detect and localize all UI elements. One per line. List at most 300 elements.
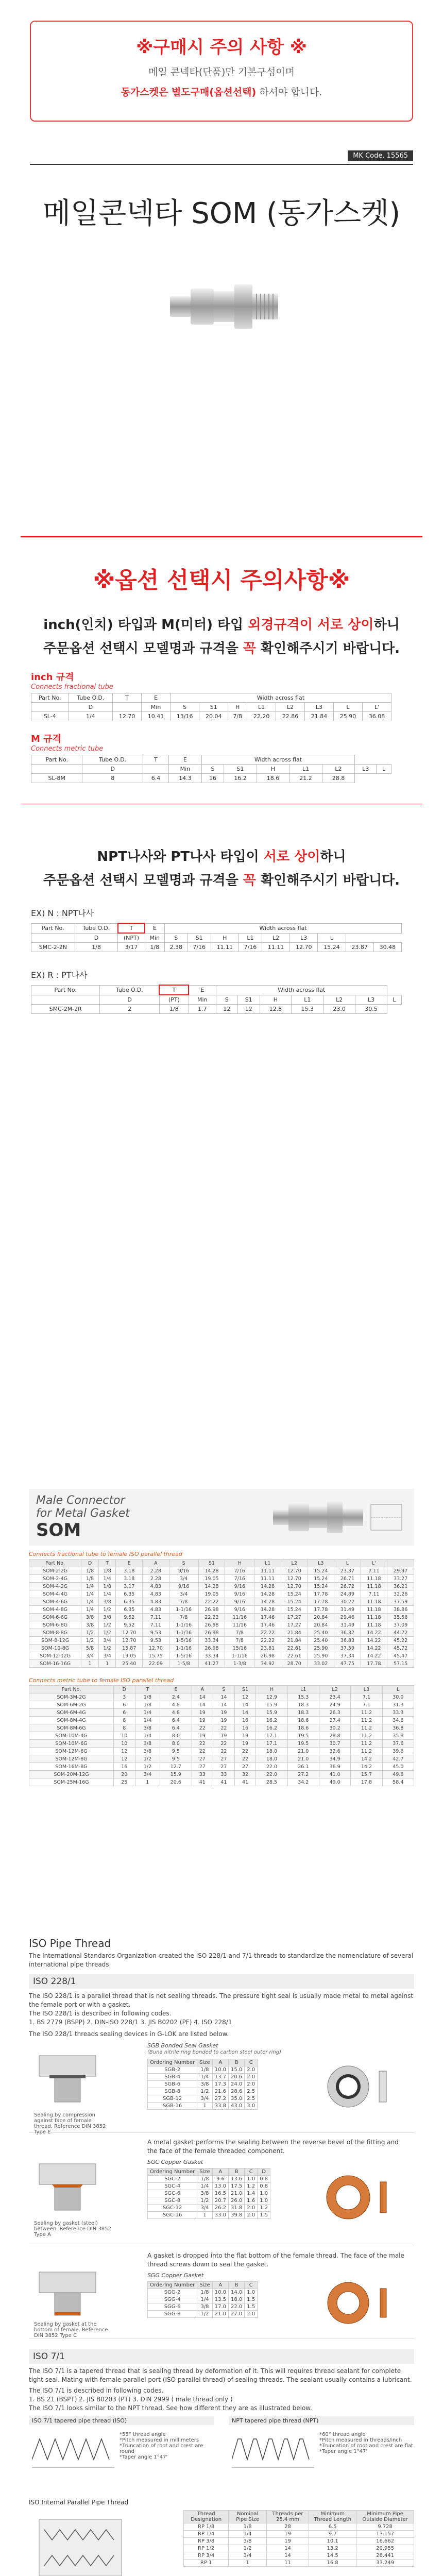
table-cell: 12.7	[160, 1763, 192, 1771]
npt-ex-label: EX) N : NPT나사	[31, 908, 94, 918]
table-cell: 2.5	[245, 2095, 258, 2103]
table-cell: 41	[234, 1778, 256, 1786]
table-cell: 9.52	[116, 1614, 143, 1621]
table-cell: 42.7	[382, 1755, 414, 1763]
table-cell: 12	[216, 1005, 237, 1014]
metric-section	[29, 1677, 414, 1786]
table-cell: L2	[322, 765, 355, 774]
table-cell: 9.53	[143, 1629, 169, 1637]
table-cell: 1/4	[135, 1732, 160, 1740]
table-header-cell: Minimum Thread Length	[309, 2511, 356, 2523]
para1-d: 확인해주시기 바랍니다.	[260, 641, 400, 656]
table-cell: 1/8	[81, 1575, 99, 1583]
table-header-cell: A	[143, 1560, 169, 1567]
product-title: 메일콘넥타 SOM (동가스켓)	[42, 197, 401, 230]
table-cell: 15/16	[225, 1645, 254, 1652]
table-header	[184, 2511, 414, 2523]
table-cell: H	[228, 703, 247, 712]
cg-table	[147, 2281, 258, 2318]
table-cell: 37.34	[334, 1652, 361, 1660]
table-cell: 1	[197, 2212, 213, 2219]
table-cell: 35.0	[229, 2095, 245, 2103]
table-cell: 7/8	[225, 1637, 254, 1645]
frac-table	[29, 1559, 414, 1668]
table-cell: 11.18	[361, 1583, 387, 1590]
table-cell: 3/8	[229, 2538, 267, 2545]
table-cell: 30.2	[319, 1724, 350, 1732]
table-cell: 14.5	[309, 2552, 356, 2560]
table-header-cell: L1	[254, 1560, 281, 1567]
seal3-caption: Sealing by gasket at the bottom of female. Reference DIN 3852 Type C	[34, 2321, 108, 2338]
table-header-cell: Ordering Number	[148, 2168, 197, 2176]
table-header-cell: E	[116, 1560, 143, 1567]
ssg-intro: A metal gasket performs the sealing between the reverse bevel of the fitting and the face of the female threaded component.	[147, 2139, 399, 2155]
table-cell: 20.6	[160, 1778, 192, 1786]
table-cell: 7/8	[169, 1614, 198, 1621]
table-header-cell: L3	[351, 1686, 382, 1693]
para1-red: 외경규격이 서로 상이	[248, 617, 374, 633]
table-cell: 4.83	[143, 1590, 169, 1598]
table-cell: 31.49	[334, 1621, 361, 1629]
iso71-p1: The ISO 7/1 is a tapered thread that is sealing thread by deformation of it. This will requires thread sealant for complete tight seal. Mating with female parallel port (ISO parallel thread) of sealing threads. The sealant usually contains a lubricant.	[29, 2367, 412, 2383]
table-cell: 6	[114, 1701, 135, 1709]
table-header-cell: L2	[319, 1686, 350, 1693]
table-cell: 47.75	[334, 1660, 361, 1668]
table-cell: 22.22	[198, 1598, 225, 1606]
table-cell: 44.72	[387, 1629, 414, 1637]
table-cell: 14.2	[351, 1755, 382, 1763]
table-cell: 1.2	[258, 2205, 270, 2212]
table-cell: 26.2	[212, 2205, 228, 2212]
table-cell: 2.0	[245, 2081, 258, 2088]
table-cell: S	[216, 995, 237, 1005]
table-row	[148, 2081, 258, 2088]
table-header-cell: A	[212, 2168, 228, 2176]
table-cell: 33.0	[212, 2212, 228, 2219]
table-cell: 21.2	[289, 774, 322, 783]
table-header	[29, 1686, 414, 1693]
table-cell: SOM-2-2G	[29, 1567, 81, 1575]
table-cell: 17.78	[308, 1606, 334, 1614]
table-cell: 21.0	[212, 2311, 228, 2318]
table-cell: 26.1	[287, 1763, 319, 1771]
table-cell: 27	[192, 1763, 213, 1771]
table-cell: 21.0	[229, 2190, 245, 2197]
table-cell: 9.52	[116, 1621, 143, 1629]
table-cell: 1-5/16	[169, 1652, 198, 1660]
table-header-cell: S1	[198, 1560, 225, 1567]
table-cell: 18.3	[287, 1709, 319, 1717]
table-cell: 16.2	[256, 1724, 287, 1732]
notice-section	[0, 0, 443, 129]
para2-bold: 꼭	[243, 873, 256, 888]
table-cell: 14.0	[229, 2289, 245, 2296]
m-label: M 규격	[31, 734, 61, 744]
ssg-title: SGC Copper Gasket	[147, 2159, 203, 2165]
table-cell: 14.22	[361, 1637, 387, 1645]
table-cell: 11.18	[361, 1621, 387, 1629]
table-cell: 1/2	[135, 1763, 160, 1771]
table-cell: 10.0	[212, 2289, 228, 2296]
table-cell: Min	[145, 933, 164, 943]
table-header-cell: T	[98, 1560, 116, 1567]
npt-note: *Pitch measured in threads/inch	[319, 2437, 402, 2443]
table-cell: SOM-8-8G	[29, 1629, 81, 1637]
table-cell: 15.3	[287, 1693, 319, 1701]
table-cell: 11.11	[254, 1575, 281, 1583]
table-cell: SGG-2	[148, 2289, 197, 2296]
table-cell: L2	[323, 995, 355, 1005]
table-cell: 17.78	[308, 1590, 334, 1598]
table-cell: (NPT)	[118, 933, 145, 943]
table-cell: 33.34	[198, 1652, 225, 1660]
table-cell: 1/4	[98, 1575, 116, 1583]
table-row	[184, 2523, 414, 2531]
table-cell: RP 3/4	[184, 2552, 229, 2560]
table-cell: 18.6	[257, 774, 289, 783]
m-sub: Connects metric tube	[31, 745, 104, 753]
pt-sub-row	[31, 995, 402, 1005]
table-cell: 11.18	[361, 1606, 387, 1614]
table-cell: 22.09	[143, 1660, 169, 1668]
table-cell: 16	[201, 774, 224, 783]
table-cell: 18.0	[256, 1755, 287, 1763]
table-cell: SGB-4	[148, 2074, 197, 2081]
table-cell: 41	[213, 1778, 235, 1786]
table-cell: 1/4	[81, 1590, 99, 1598]
iso71-p4: The ISO 7/1 looks similar to the NPT thread. See how different they are as illustrated below.	[29, 2404, 312, 2412]
table-cell: 28.8	[322, 774, 355, 783]
table-cell: 30.5	[355, 1005, 387, 1014]
table-cell: 4.83	[143, 1598, 169, 1606]
table-cell: 16	[234, 1724, 256, 1732]
table-cell: 22.22	[254, 1637, 281, 1645]
table-cell: 10.0	[212, 2066, 228, 2074]
table-cell: 2.28	[143, 1575, 169, 1583]
parallel-title: ISO Internal Parallel Pipe Thread	[29, 2499, 129, 2506]
table-cell: 33	[192, 1771, 213, 1778]
iso-note: *55° thread angle	[120, 2432, 166, 2437]
table-cell: D	[69, 703, 113, 712]
table-cell: RP 1	[184, 2560, 229, 2567]
table-header-cell: S1	[234, 1686, 256, 1693]
table-header-cell: S	[213, 1686, 235, 1693]
table-cell: 14.28	[254, 1598, 281, 1606]
table-row	[29, 1645, 414, 1652]
table-cell: 22.0	[256, 1771, 287, 1778]
seal-diagram-3	[34, 2267, 101, 2318]
table-row	[29, 1724, 414, 1732]
table-cell: SGB-16	[148, 2103, 197, 2110]
table-cell: 20.6	[229, 2074, 245, 2081]
option-title: ※옵션 선택시 주의사항※	[93, 567, 350, 594]
table-cell: 3/8	[135, 1748, 160, 1755]
table-cell: 14	[213, 1693, 235, 1701]
table-cell: 11/16	[225, 1614, 254, 1621]
table-header-cell: B	[229, 2282, 245, 2289]
table-cell: 17.46	[254, 1621, 281, 1629]
table-cell: L2	[262, 933, 289, 943]
iso71-section	[29, 2349, 414, 2413]
table-cell: 30.22	[334, 1598, 361, 1606]
table-cell: 16.2	[224, 774, 257, 783]
table-cell: 19	[234, 1740, 256, 1748]
cg-title: SGG Copper Gasket	[147, 2272, 204, 2279]
table-cell: 19	[266, 2538, 309, 2545]
table-cell: 22	[234, 1748, 256, 1755]
table-cell: D	[82, 765, 143, 774]
table-cell: 12.70	[143, 1645, 169, 1652]
table-cell: SOM-10-8G	[29, 1645, 81, 1652]
option-para-2	[0, 845, 443, 892]
table-header	[29, 1560, 414, 1567]
seal-diagram-2	[34, 2159, 101, 2215]
table-cell: 27.4	[319, 1717, 350, 1724]
table-cell: 1	[135, 1778, 160, 1786]
table-row	[29, 1621, 414, 1629]
table-cell: 31.3	[382, 1701, 414, 1709]
table-header-cell: Threads per 25.4 mm	[266, 2511, 309, 2523]
table-cell: SOM-8-12G	[29, 1637, 81, 1645]
table-cell: 13.5	[212, 2296, 228, 2303]
table-cell: RP 1/4	[184, 2531, 229, 2538]
table-cell: 21.84	[305, 712, 334, 721]
table-cell: 11.2	[351, 1732, 382, 1740]
table-cell: 37.59	[387, 1598, 414, 1606]
table-cell: 3/4	[197, 2095, 213, 2103]
table-cell: 12.70	[281, 1567, 308, 1575]
table-header-cell: B	[229, 2168, 245, 2176]
table-cell: 1-1/16	[169, 1621, 198, 1629]
table-cell: 16.5	[212, 2190, 228, 2197]
table-header	[148, 2168, 270, 2176]
table-row	[29, 1771, 414, 1778]
table-cell: 28	[266, 2523, 309, 2531]
table-row	[148, 2088, 258, 2095]
parallel-section	[29, 2499, 414, 2566]
table-cell: 1/2	[81, 1629, 99, 1637]
table-cell: 12	[238, 1005, 260, 1014]
table-cell: 1/4	[229, 2531, 267, 2538]
table-cell: 4.8	[160, 1709, 192, 1717]
table-cell: 22.22	[254, 1629, 281, 1637]
table-cell: 2.4	[160, 1693, 192, 1701]
table-cell: 12.70	[290, 943, 318, 952]
table-cell: 26.441	[356, 2552, 414, 2560]
table-cell: 9/16	[169, 1567, 198, 1575]
product-image	[165, 268, 283, 345]
table-cell	[31, 933, 75, 943]
table-cell: 45.0	[382, 1763, 414, 1771]
table-cell: 26.98	[198, 1645, 225, 1652]
table-header	[148, 2282, 258, 2289]
table-cell: 17.27	[281, 1621, 308, 1629]
table-cell: SOM-12M-6G	[29, 1748, 114, 1755]
table-header-cell: Part No.	[29, 1686, 114, 1693]
table-cell: 12	[234, 1693, 256, 1701]
table-cell: SOM-4-6G	[29, 1598, 81, 1606]
table-cell: 18.3	[287, 1701, 319, 1709]
table-cell: 14.22	[361, 1629, 387, 1637]
table-cell: 27	[213, 1755, 235, 1763]
table-cell: 11.11	[262, 943, 289, 952]
table-cell: 7.1	[351, 1693, 382, 1701]
table-cell: 8	[82, 774, 143, 783]
table-row	[29, 1778, 414, 1786]
metric-section-head: Connects metric tube to female ISO parallel thread	[29, 1677, 174, 1684]
table-cell: 16	[114, 1763, 135, 1771]
table-header-cell: A	[192, 1686, 213, 1693]
table-cell: 17.1	[256, 1732, 287, 1740]
table-cell: SGC-12	[148, 2205, 197, 2212]
table-cell: 20.04	[199, 712, 228, 721]
table-cell: 15.24	[281, 1598, 308, 1606]
table-cell: 22.20	[247, 712, 276, 721]
table-cell: 15.9	[256, 1709, 287, 1717]
table-cell: 12.70	[116, 1629, 143, 1637]
table-cell: 32.26	[387, 1590, 414, 1598]
inch-data-row	[31, 712, 391, 721]
table-cell: 22	[213, 1740, 235, 1748]
table-cell: 22.86	[276, 712, 305, 721]
table-cell: Min	[189, 995, 216, 1005]
table-cell: SOM-6M-2G	[29, 1701, 114, 1709]
table-cell: 2.38	[164, 943, 188, 952]
table-cell: 10.1	[309, 2538, 356, 2545]
table-cell: 15.24	[281, 1606, 308, 1614]
notice-title: ※구매시 주의 사항 ※	[136, 37, 307, 58]
table-cell: 2.0	[245, 2311, 258, 2318]
table-cell: 11.11	[211, 943, 238, 952]
table-cell: 15.24	[308, 1575, 334, 1583]
table-cell: 58.4	[382, 1778, 414, 1786]
table-cell: 14.22	[361, 1652, 387, 1660]
table-cell: 23.4	[319, 1693, 350, 1701]
notice-line-2	[31, 84, 412, 98]
table-cell: 4.8	[160, 1701, 192, 1709]
table-cell: 1/2	[98, 1621, 116, 1629]
table-cell: 11	[266, 2560, 309, 2567]
frac-section	[29, 1551, 414, 1668]
parallel-diagram	[29, 2509, 132, 2576]
table-cell: 28.70	[281, 1660, 308, 1668]
table-cell: 3/8	[197, 2190, 213, 2197]
table-cell: 14	[234, 1709, 256, 1717]
table-cell: 2.5	[245, 2088, 258, 2095]
table-cell: 11/16	[225, 1621, 254, 1629]
table-cell: 34.2	[287, 1778, 319, 1786]
table-cell: 13.6	[229, 2176, 245, 2183]
table-cell: 45.72	[387, 1645, 414, 1652]
table-cell: 21.6	[212, 2088, 228, 2095]
table-cell: RP 1/8	[184, 2523, 229, 2531]
table-cell: 14.28	[254, 1590, 281, 1598]
table-cell: 15.9	[160, 1771, 192, 1778]
table-cell: 19	[192, 1732, 213, 1740]
table-cell: 45.22	[387, 1637, 414, 1645]
table-cell: 26.72	[334, 1583, 361, 1590]
table-cell: 1/8	[135, 1701, 160, 1709]
table-cell: 28.5	[256, 1778, 287, 1786]
table-header-cell: A	[212, 2059, 228, 2066]
table-cell: (PT)	[159, 995, 189, 1005]
table-row	[29, 1740, 414, 1748]
table-cell: 35.8	[382, 1732, 414, 1740]
table-cell: 2.28	[143, 1567, 169, 1575]
table-cell: SOM-6-8G	[29, 1621, 81, 1629]
table-cell: 20.84	[308, 1621, 334, 1629]
table-header-cell: L	[334, 1560, 361, 1567]
table-cell: 26.98	[254, 1652, 281, 1660]
table-cell: 10	[114, 1732, 135, 1740]
table-cell: 17.27	[281, 1614, 308, 1621]
table-cell: SOM-4-4G	[29, 1590, 81, 1598]
para2-b: 와	[153, 849, 166, 865]
table-cell: SGC-16	[148, 2212, 197, 2219]
table-cell: 19.05	[116, 1652, 143, 1660]
table-cell: 37.6	[382, 1740, 414, 1748]
table-cell: 9/16	[225, 1598, 254, 1606]
table-cell: SGB-12	[148, 2095, 197, 2103]
table-cell: 16	[234, 1717, 256, 1724]
table-header-cell: C	[245, 2059, 258, 2066]
table-cell: 22	[192, 1724, 213, 1732]
table-cell: 45.47	[387, 1652, 414, 1660]
table-header-cell: S	[169, 1560, 198, 1567]
table-cell: 1/8	[98, 1583, 116, 1590]
table-row	[148, 2190, 270, 2197]
table-cell: 11.18	[361, 1575, 387, 1583]
iso-thread-panel	[29, 2416, 214, 2494]
table-cell: 8.0	[160, 1740, 192, 1748]
table-cell: 3/8	[197, 2303, 213, 2311]
table-cell: 19.5	[287, 1732, 319, 1740]
table-cell: 3/4	[81, 1652, 99, 1660]
table-cell: 3.17	[116, 1583, 143, 1590]
table-cell: 36.8	[382, 1724, 414, 1732]
table-cell: 26.98	[198, 1629, 225, 1637]
table-cell: 1-1/16	[225, 1652, 254, 1660]
table-cell: 1.4	[245, 2190, 258, 2197]
table-cell: 11.2	[351, 1709, 382, 1717]
para1-a: inch(인치) 타입과 M(미터) 타입	[43, 617, 244, 633]
table-cell: 7.11	[143, 1621, 169, 1629]
table-cell: 41.27	[198, 1660, 225, 1668]
table-cell: 1-5/8	[169, 1660, 198, 1668]
table-cell: 33.02	[308, 1660, 334, 1668]
table-cell: S	[171, 703, 199, 712]
table-cell: 24.89	[334, 1590, 361, 1598]
table-cell: 14.28	[198, 1567, 225, 1575]
table-cell: 1-1/16	[169, 1606, 198, 1614]
table-cell: 6.35	[116, 1598, 143, 1606]
table-cell: 14	[192, 1701, 213, 1709]
table-cell: 14.3	[169, 774, 202, 783]
table-cell: 33.8	[212, 2103, 228, 2110]
table-cell: 6.35	[116, 1606, 143, 1614]
table-cell: 3/4	[98, 1652, 116, 1660]
table-cell: 11.2	[351, 1724, 382, 1732]
table-header-cell: Ordering Number	[148, 2282, 197, 2289]
mk-divider	[30, 164, 413, 165]
table-cell: 15.3	[292, 1005, 323, 1014]
table-cell: 1/8	[145, 943, 164, 952]
npt-sub-row	[31, 933, 402, 943]
npt-block	[31, 907, 402, 952]
table-cell: 17.46	[254, 1614, 281, 1621]
table-cell: 18.0	[229, 2296, 245, 2303]
table-cell: 22.22	[198, 1614, 225, 1621]
